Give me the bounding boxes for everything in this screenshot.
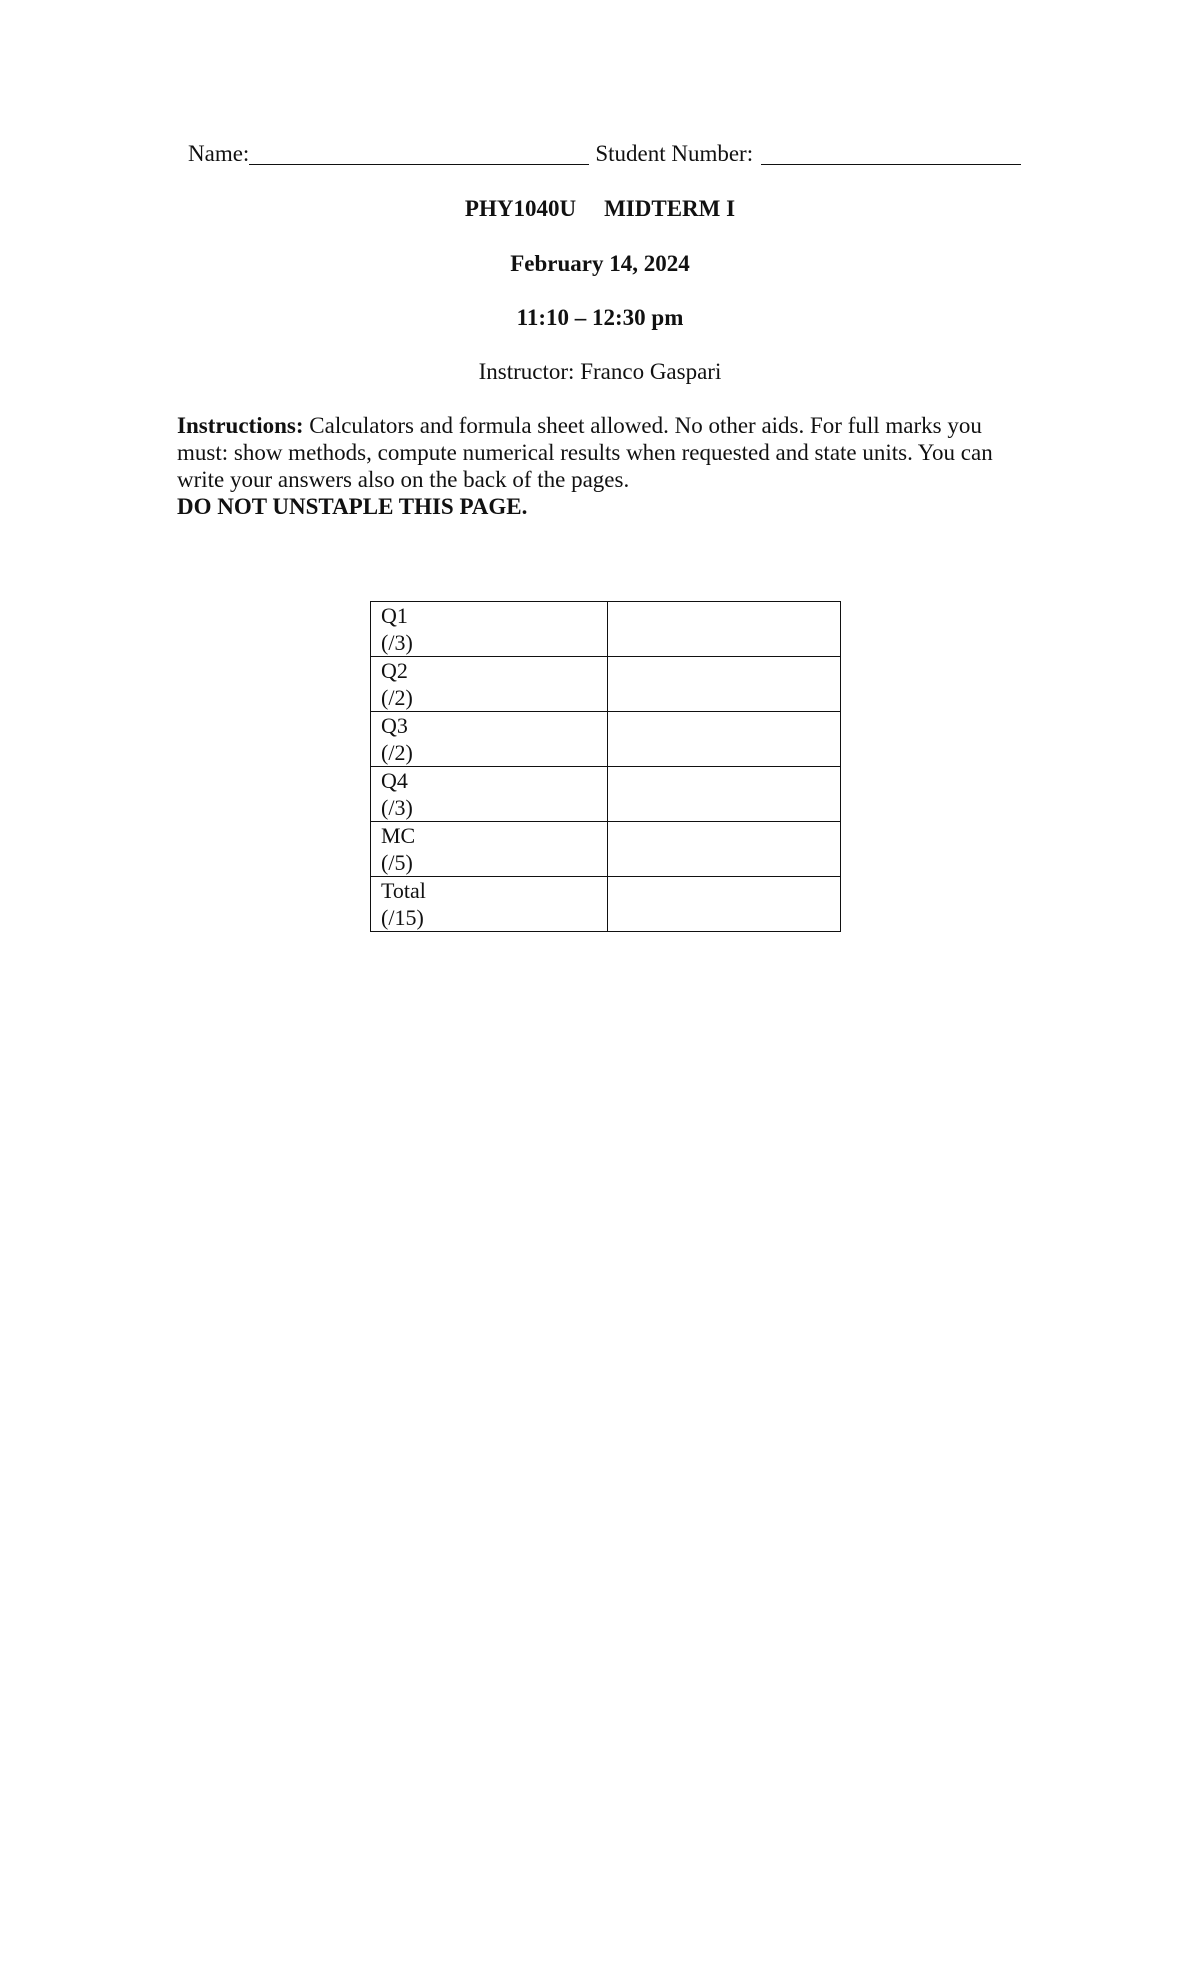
- exam-time: 11:10 – 12:30 pm: [516, 305, 684, 330]
- question-label-cell: [371, 602, 608, 657]
- question-label: MC: [381, 823, 416, 848]
- exam-date: February 14, 2024: [510, 251, 690, 276]
- question-points: (/3): [381, 630, 413, 655]
- course-title: [0, 196, 1200, 222]
- table-row: [371, 602, 841, 657]
- question-points: (/2): [381, 685, 413, 710]
- exam-name: MIDTERM I: [604, 196, 736, 221]
- student-number-label: Student Number:: [595, 141, 754, 166]
- question-label-cell: [371, 657, 608, 712]
- score-cell: [608, 602, 841, 657]
- unstaple-warning: DO NOT UNSTAPLE THIS PAGE.: [177, 494, 528, 519]
- question-label: Q3: [381, 713, 408, 738]
- score-cell: [608, 822, 841, 877]
- score-cell: [608, 712, 841, 767]
- question-points: (/3): [381, 795, 413, 820]
- instructor-name: Instructor: Franco Gaspari: [478, 359, 722, 384]
- table-row: [371, 877, 841, 932]
- student-info-line: [188, 140, 1021, 167]
- table-row: [371, 767, 841, 822]
- question-label-cell: [371, 877, 608, 932]
- question-label-cell: [371, 712, 608, 767]
- course-code: PHY1040U: [464, 196, 577, 221]
- question-label-cell: [371, 822, 608, 877]
- question-label: Q2: [381, 658, 408, 683]
- question-label: Q4: [381, 768, 408, 793]
- table-row: [371, 657, 841, 712]
- score-cell: [608, 877, 841, 932]
- score-table: [370, 601, 841, 932]
- instructions-block: [177, 412, 1037, 520]
- instructions-heading: Instructions:: [177, 413, 304, 438]
- name-label: Name:: [188, 141, 250, 166]
- question-label: Q1: [381, 603, 408, 628]
- question-label-cell: [371, 767, 608, 822]
- score-cell: [608, 767, 841, 822]
- question-label: Total: [381, 878, 426, 903]
- table-row: [371, 822, 841, 877]
- table-row: [371, 712, 841, 767]
- name-blank: [249, 140, 589, 165]
- question-points: (/5): [381, 850, 413, 875]
- instructions-body: Calculators and formula sheet allowed. No other aids. For full marks you must: show methods, compute numerical results when requested and state units. You can write your answers also on the back of the pages.: [177, 413, 993, 492]
- student-number-blank: [761, 140, 1021, 165]
- question-points: (/15): [381, 905, 424, 930]
- question-points: (/2): [381, 740, 413, 765]
- score-cell: [608, 657, 841, 712]
